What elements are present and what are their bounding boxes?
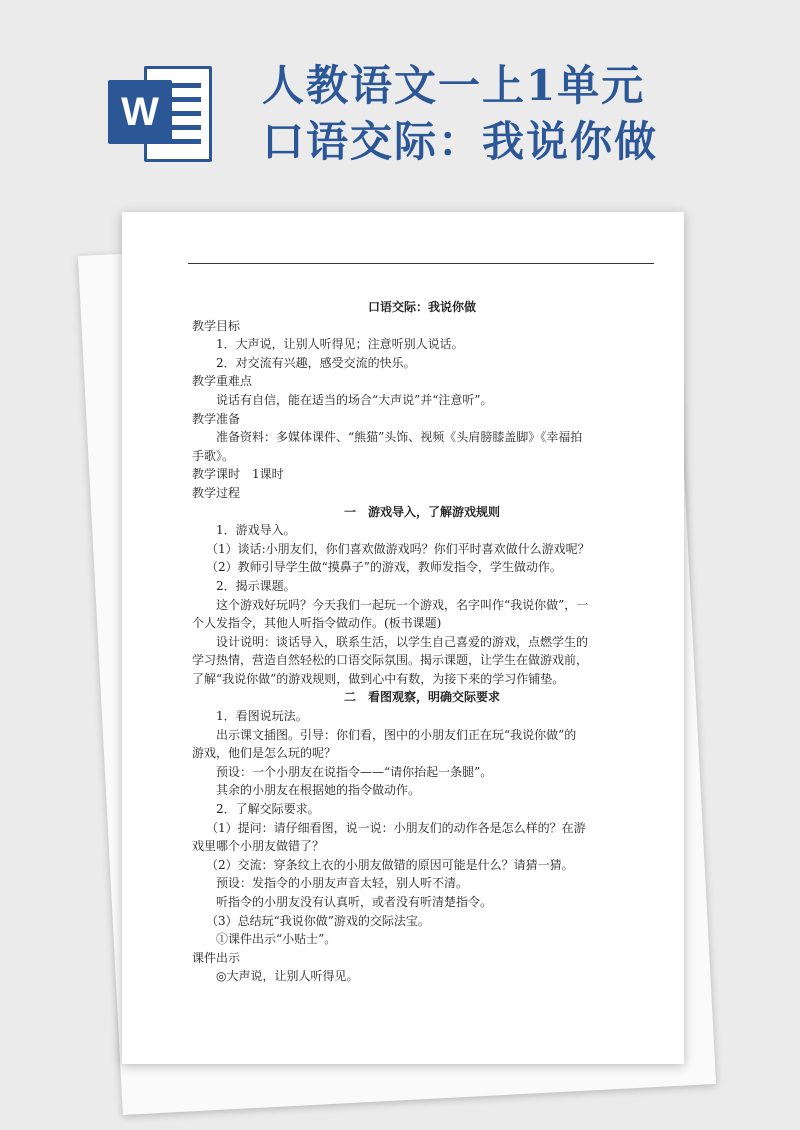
document-line: 出示课文插图。引导：你们看，图中的小朋友们正在玩“我说你做”的 [216,727,577,742]
document-line: 了解“我说你做”的游戏规则，做到心中有数，为接下来的学习作铺垫。 [192,671,565,686]
document-line: ◎大声说，让别人听得见。 [216,969,359,984]
document-line: 游戏，他们是怎么玩的呢？ [192,746,337,761]
document-title: 口语交际：我说你做 [367,300,476,314]
document-line: 教学准备 [192,411,241,426]
section-heading: 一 游戏导入，了解游戏规则 [343,504,500,519]
document-line: 准备资料：多媒体课件、“熊猫”头饰、视频《头肩膀膝盖脚》《幸福拍 [216,430,583,445]
document-line: 预设：发指令的小朋友声音太轻，别人听不清。 [216,876,469,891]
document-line: ①课件出示“小贴士”。 [216,932,337,947]
document-line: 手歌》。 [192,448,235,463]
document-page [122,212,684,1064]
document-line: 教学课时 1课时 [192,467,284,482]
document-line: （2）教师引导学生做“摸鼻子”的游戏，教师发指令，学生做动作。 [206,560,562,575]
word-logo-badge: W [108,80,172,144]
document-line: 其余的小朋友在根据她的指令做动作。 [216,783,421,798]
document-line: 2．揭示课题。 [216,578,296,593]
page-title: 人教语文一上1单元口语交际：我说你做 [262,61,659,166]
document-line: 1．游戏导入。 [216,523,296,538]
document-line: （3）总结玩“我说你做”游戏的交际法宝。 [206,913,430,928]
document-line: （1）谈话:小朋友们，你们喜欢做游戏吗？你们平时喜欢做什么游戏呢？ [206,541,590,556]
document-line: 戏里哪个小朋友做错了？ [192,839,325,854]
document-line: 教学目标 [192,318,241,333]
document-line: 这个游戏好玩吗？今天我们一起玩一个游戏，名字叫作“我说你做”，一 [216,597,589,612]
document-line: 预设：一个小朋友在说指令——“请你抬起一条腿”。 [216,764,493,779]
document-line: 2．了解交际要求。 [216,802,320,817]
document-line: （1）提问：请仔细看图，说一说：小朋友们的动作各是怎么样的？在游 [206,820,586,835]
document-line: 教学重难点 [192,374,253,389]
header-rule [188,263,654,264]
document-line: 听指令的小朋友没有认真听，或者没有听清楚指令。 [216,895,493,909]
document-line: 课件出示 [192,950,241,965]
document-line: 说话有自信，能在适当的场合“大声说”并“注意听”。 [216,392,493,407]
word-document-icon [108,66,212,162]
document-line: 1．大声说，让别人听得见；注意听别人说话。 [216,337,464,352]
document-line: 设计说明：谈话导入，联系生活，以学生自己喜爱的游戏，点燃学生的 [216,634,589,649]
document-line: 2．对交流有兴趣，感受交流的快乐。 [216,355,416,370]
document-line: 学习热情，营造自然轻松的口语交际氛围。揭示课题，让学生在做游戏前， [192,653,589,668]
document-line: 个人发指令，其他人听指令做动作。(板书课题) [192,616,442,631]
document-line: （2）交流：穿条纹上衣的小朋友做错的原因可能是什么？请猜一猜。 [206,857,574,872]
document-body [192,298,652,986]
section-heading: 二 看图观察，明确交际要求 [343,690,500,705]
document-line: 1．看图说玩法。 [216,709,308,724]
document-line: 教学过程 [192,485,241,500]
